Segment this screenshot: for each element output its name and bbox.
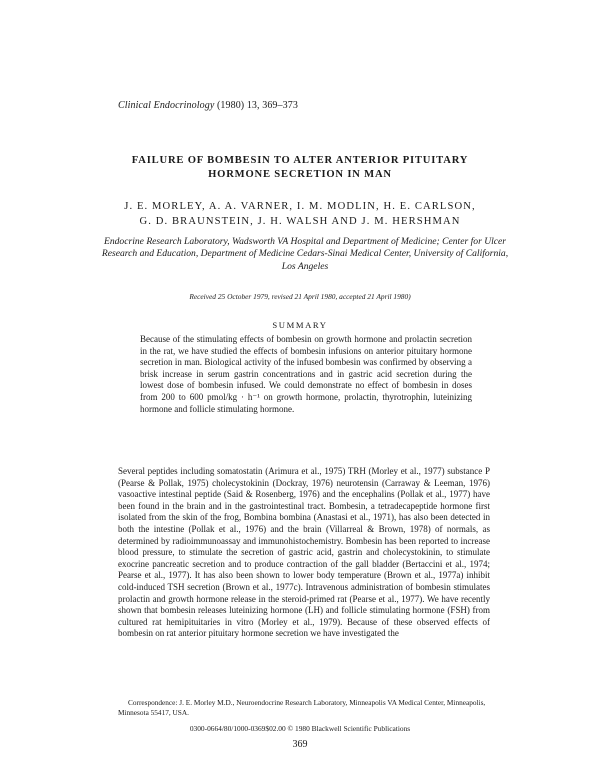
affiliation: Endocrine Research Laboratory, Wadsworth VA Hospital and Department of Medicine; Center for Ulcer Research and Education, Department of Medicine Cedars-Sinai Medical Center, University of California, Los Angeles	[101, 236, 509, 272]
summary-text: Because of the stimulating effects of bombesin on growth hormone and prolactin secretion in the rat, we have studied the effects of bombesin infusions on anterior pituitary hormone secretion in man. Biological activity of the infused bombesin was confirmed by observing a brisk increase in serum gastrin concentrations and in gastric acid secretion during the lowest dose of bombesin infused. We could demonstrate no effect of bombesin in doses from 200 to 600 pmol/kg · h⁻¹ on growth hormone, prolactin, thyrotrophin, luteinizing hormone and follicle stimulating hormone.	[140, 334, 472, 414]
received-dates: Received 25 October 1979, revised 21 April 1980, accepted 21 April 1980)	[189, 292, 411, 301]
title-line-1: FAILURE OF BOMBESIN TO ALTER ANTERIOR PITUITARY	[131, 155, 469, 166]
introduction-paragraph: Several peptides including somatostatin (Arimura et al., 1975) TRH (Morley et al., 1977) substance P (Pearse & Pollak, 1975) cholecystokinin (Dockray, 1976) neurotensin (Carraway & Leeman, 1976) vasoactive intestinal peptide (Said & Rosenberg, 1976) and the encephalins (Pollak et al., 1977) have been found in the brain and in the gastrointestinal tract. Bombesin, a tetradecapeptide hormone first isolated from the skin of the frog, Bombina bombina (Anastasi et al., 1971), has also been detected in both the intestine (Pollak et al., 1976) and the brain (Villarreal & Brown, 1978) of normals, as determined by radioimmunoassay and immunohistochemistry. Bombesin has been reported to increase blood pressure, to stimulate the secretion of gastric acid, gastrin and cholecystokinin, to stimulate exocrine pancreatic secretion and to produce contraction of the gall bladder (Bertaccini et al., 1974; Pearse et al., 1977). It has also been shown to lower body temperature (Brown et al., 1977a) inhibit cold-induced TSH secretion (Brown et al., 1977c). Intravenous administration of bombesin stimulates prolactin and growth hormone release in the steroid-primed rat (Pearse et al., 1977). We have recently shown that bombesin releases luteinizing hormone (LH) and follicle stimulating hormone (FSH) from cultured rat hemipituitaries in vitro (Morley et al., 1979). Because of these observed effects of bombesin on rat anterior pituitary hormone secretion we have investigated the	[118, 466, 490, 639]
summary-heading: SUMMARY	[272, 320, 328, 330]
footnote-text: Correspondence: J. E. Morley M.D., Neuroendocrine Research Laboratory, Minneapolis VA Medical Center, Minneapolis, Minnesota 55417, USA.	[118, 698, 486, 717]
body-text	[118, 466, 490, 640]
summary-abstract	[140, 334, 472, 415]
article-title	[0, 154, 600, 182]
author-list	[0, 200, 600, 229]
issn-copyright-line: 0300-0664/80/1000-0369$02.00 © 1980 Blackwell Scientific Publications	[189, 724, 411, 733]
journal-name: Clinical Endocrinology	[118, 100, 215, 111]
authors-line-2: G. D. BRAUNSTEIN, J. H. WALSH AND J. M. HERSHMAN	[139, 215, 461, 227]
correspondence-footnote	[118, 698, 490, 718]
journal-volume-pages: (1980) 13, 369–373	[216, 100, 298, 111]
page-number: 369	[292, 739, 308, 750]
title-line-2: HORMONE SECRETION IN MAN	[208, 169, 392, 180]
authors-line-1: J. E. MORLEY, A. A. VARNER, I. M. MODLIN, H. E. CARLSON,	[124, 201, 476, 212]
journal-citation	[118, 100, 298, 111]
